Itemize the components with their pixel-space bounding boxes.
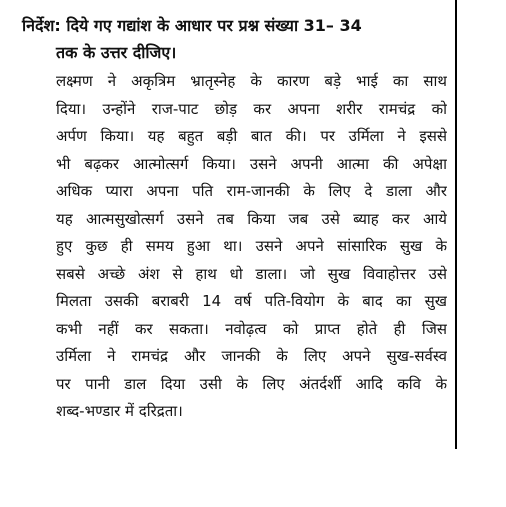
passage-line: अर्पण किया। यह बहुत बड़ी बात की। पर उर्मिला ने इससे xyxy=(56,127,447,145)
instruction-text-line1: दिये गए गद्यांश के आधार पर प्रश्न संख्या 31– 34 xyxy=(66,16,362,35)
passage-line: अधिक प्यारा अपना पति राम-जानकी के लिए दे डाला और xyxy=(56,182,447,200)
instruction-label: निर्देश: xyxy=(22,16,61,35)
passage-line: हुए कुछ ही समय हुआ था। उसने अपने सांसारिक सुख के xyxy=(56,237,447,255)
passage-line: पर पानी डाल दिया उसी के लिए अंतर्दर्शी आदि कवि के xyxy=(56,374,447,393)
instruction-text-line2: तक के उत्तर दीजिए। xyxy=(56,43,177,62)
passage-line: लक्ष्मण ने अकृत्रिम भ्रातृस्नेह के कारण बड़े भाई का साथ xyxy=(56,72,447,90)
passage xyxy=(56,68,447,426)
passage-line: कभी नहीं कर सकता। नवोढ़त्व को प्राप्त होते ही जिस xyxy=(56,319,447,338)
passage-line: मिलता उसकी बराबरी 14 वर्ष पति-वियोग के बाद का सुख xyxy=(56,292,447,310)
passage-line: भी बढ़कर आत्मोत्सर्ग किया। उसने अपनी आत्मा की अपेक्षा xyxy=(56,154,447,173)
passage-line: सबसे अच्छे अंश से हाथ धो डाला। जो सुख विवाहोत्तर उसे xyxy=(56,264,447,283)
passage-line: शब्द-भण्डार में दरिद्रता। xyxy=(56,402,183,420)
passage-line: दिया। उन्होंने राज-पाट छोड़ कर अपना शरीर रामचंद्र को xyxy=(56,99,447,118)
instruction-block xyxy=(22,12,446,66)
right-border-line xyxy=(455,0,457,449)
passage-line: यह आत्मसुखोत्सर्ग उसने तब किया जब उसे ब्याह कर आये xyxy=(56,209,447,228)
passage-line: उर्मिला ने रामचंद्र और जानकी के लिए अपने सुख-सर्वस्व xyxy=(56,347,447,365)
